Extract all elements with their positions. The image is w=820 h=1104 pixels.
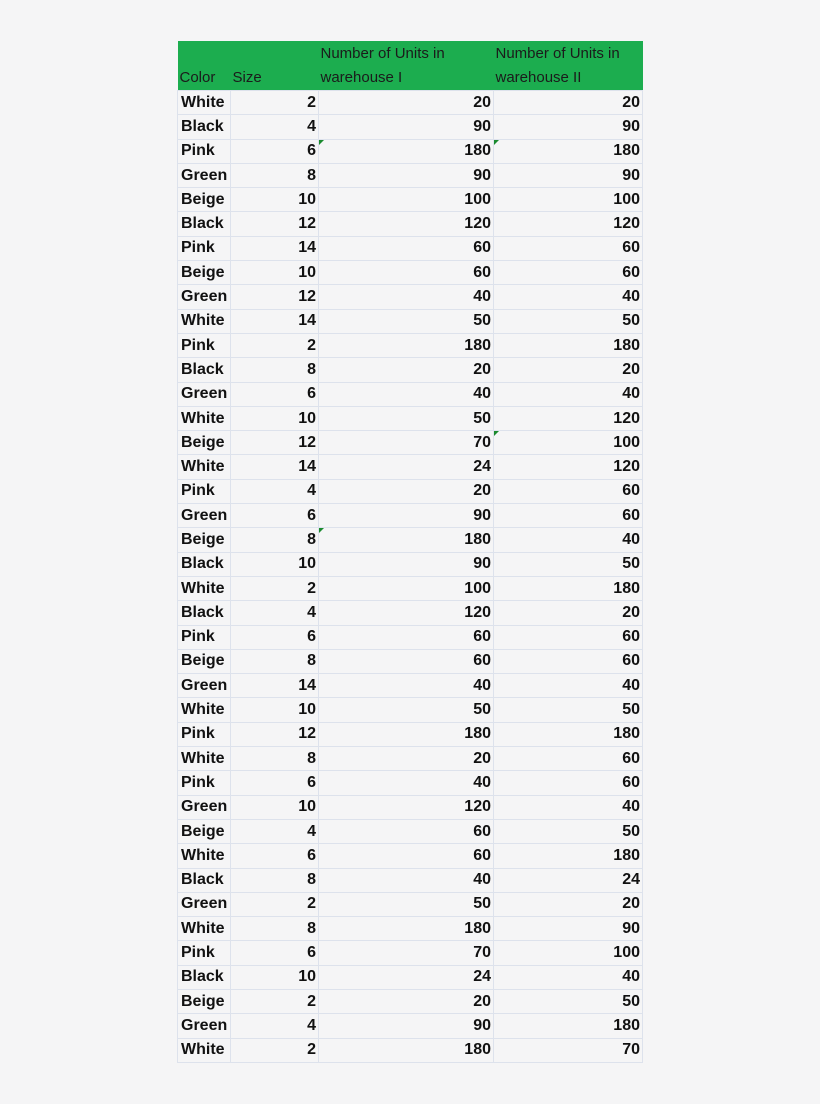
cell-size[interactable]: 4 xyxy=(231,1014,319,1038)
cell-warehouse-1[interactable]: 180 xyxy=(319,528,494,552)
cell-warehouse-2[interactable]: 120 xyxy=(494,406,643,430)
cell-color[interactable]: Pink xyxy=(178,771,231,795)
table-row xyxy=(178,528,643,552)
cell-warehouse-1[interactable]: 180 xyxy=(319,333,494,357)
cell-color[interactable]: White xyxy=(178,1038,231,1062)
table-row xyxy=(178,698,643,722)
cell-warehouse-2[interactable]: 100 xyxy=(494,188,643,212)
cell-warehouse-1[interactable]: 24 xyxy=(319,965,494,989)
cell-size[interactable]: 4 xyxy=(231,115,319,139)
cell-size[interactable]: 10 xyxy=(231,795,319,819)
cell-color[interactable]: Black xyxy=(178,601,231,625)
cell-size[interactable]: 2 xyxy=(231,576,319,600)
cell-size[interactable]: 2 xyxy=(231,892,319,916)
cell-warehouse-2[interactable]: 60 xyxy=(494,771,643,795)
cell-warehouse-2[interactable]: 180 xyxy=(494,844,643,868)
cell-warehouse-1[interactable]: 60 xyxy=(319,844,494,868)
cell-warehouse-1[interactable]: 120 xyxy=(319,795,494,819)
cell-warehouse-2[interactable]: 90 xyxy=(494,115,643,139)
cell-warehouse-1[interactable]: 20 xyxy=(319,91,494,115)
cell-warehouse-2[interactable]: 180 xyxy=(494,722,643,746)
cell-warehouse-2[interactable]: 40 xyxy=(494,795,643,819)
cell-size[interactable]: 4 xyxy=(231,601,319,625)
cell-warehouse-1[interactable]: 90 xyxy=(319,1014,494,1038)
table-row xyxy=(178,844,643,868)
table-row xyxy=(178,989,643,1013)
table-row xyxy=(178,236,643,260)
cell-color[interactable]: Green xyxy=(178,285,231,309)
cell-warehouse-2[interactable]: 50 xyxy=(494,698,643,722)
cell-color[interactable]: Green xyxy=(178,504,231,528)
cell-size[interactable]: 2 xyxy=(231,989,319,1013)
cell-warehouse-2[interactable]: 60 xyxy=(494,625,643,649)
table-row xyxy=(178,455,643,479)
cell-warehouse-2[interactable]: 40 xyxy=(494,965,643,989)
cell-color[interactable]: Green xyxy=(178,163,231,187)
cell-size[interactable]: 4 xyxy=(231,819,319,843)
cell-warehouse-2[interactable]: 20 xyxy=(494,601,643,625)
cell-warehouse-1[interactable]: 20 xyxy=(319,479,494,503)
cell-warehouse-2[interactable]: 90 xyxy=(494,163,643,187)
cell-warehouse-1[interactable]: 180 xyxy=(319,722,494,746)
cell-color[interactable]: Pink xyxy=(178,722,231,746)
inventory-table xyxy=(177,41,643,1063)
cell-warehouse-2[interactable]: 60 xyxy=(494,236,643,260)
cell-warehouse-1[interactable]: 60 xyxy=(319,649,494,673)
cell-color[interactable]: White xyxy=(178,91,231,115)
table-row xyxy=(178,431,643,455)
cell-warehouse-1[interactable]: 90 xyxy=(319,552,494,576)
cell-size[interactable]: 10 xyxy=(231,552,319,576)
cell-color[interactable]: Beige xyxy=(178,431,231,455)
cell-warehouse-1[interactable]: 40 xyxy=(319,285,494,309)
cell-size[interactable]: 14 xyxy=(231,236,319,260)
cell-warehouse-2[interactable]: 60 xyxy=(494,479,643,503)
table-row xyxy=(178,892,643,916)
cell-warehouse-1[interactable]: 60 xyxy=(319,261,494,285)
cell-warehouse-1[interactable]: 180 xyxy=(319,1038,494,1062)
cell-color[interactable]: Beige xyxy=(178,649,231,673)
table-row xyxy=(178,309,643,333)
cell-color[interactable]: White xyxy=(178,406,231,430)
cell-warehouse-2[interactable]: 50 xyxy=(494,989,643,1013)
table-row xyxy=(178,674,643,698)
cell-size[interactable]: 8 xyxy=(231,917,319,941)
cell-warehouse-2[interactable]: 60 xyxy=(494,747,643,771)
cell-warehouse-2[interactable]: 50 xyxy=(494,819,643,843)
cell-color[interactable]: Pink xyxy=(178,479,231,503)
cell-color[interactable]: White xyxy=(178,747,231,771)
cell-color[interactable]: Black xyxy=(178,212,231,236)
cell-warehouse-2[interactable]: 180 xyxy=(494,1014,643,1038)
cell-size[interactable]: 10 xyxy=(231,261,319,285)
table-row xyxy=(178,601,643,625)
table-row xyxy=(178,188,643,212)
cell-warehouse-1[interactable]: 50 xyxy=(319,309,494,333)
cell-warehouse-1[interactable]: 90 xyxy=(319,504,494,528)
cell-color[interactable]: White xyxy=(178,309,231,333)
cell-size[interactable]: 8 xyxy=(231,358,319,382)
table-row xyxy=(178,941,643,965)
header-row xyxy=(178,41,643,91)
cell-size[interactable]: 2 xyxy=(231,91,319,115)
cell-size[interactable]: 8 xyxy=(231,649,319,673)
table-row xyxy=(178,406,643,430)
cell-size[interactable]: 8 xyxy=(231,528,319,552)
cell-color[interactable]: Black xyxy=(178,965,231,989)
cell-warehouse-1[interactable]: 24 xyxy=(319,455,494,479)
cell-size[interactable]: 14 xyxy=(231,674,319,698)
cell-warehouse-2[interactable]: 60 xyxy=(494,649,643,673)
cell-warehouse-2[interactable]: 70 xyxy=(494,1038,643,1062)
cell-warehouse-2[interactable]: 100 xyxy=(494,941,643,965)
cell-size[interactable]: 6 xyxy=(231,625,319,649)
cell-size[interactable]: 6 xyxy=(231,941,319,965)
cell-warehouse-2[interactable]: 40 xyxy=(494,528,643,552)
table-row xyxy=(178,333,643,357)
table-row xyxy=(178,747,643,771)
cell-color[interactable]: Pink xyxy=(178,941,231,965)
cell-warehouse-1[interactable]: 50 xyxy=(319,698,494,722)
cell-warehouse-2[interactable]: 120 xyxy=(494,455,643,479)
cell-size[interactable]: 6 xyxy=(231,771,319,795)
cell-size[interactable]: 2 xyxy=(231,1038,319,1062)
cell-warehouse-1[interactable]: 70 xyxy=(319,941,494,965)
cell-color[interactable]: Beige xyxy=(178,989,231,1013)
header-warehouse-1[interactable]: Number of Units in warehouse I xyxy=(319,41,494,91)
cell-color[interactable]: Green xyxy=(178,795,231,819)
cell-warehouse-2[interactable]: 40 xyxy=(494,674,643,698)
cell-color[interactable]: Beige xyxy=(178,188,231,212)
table-row xyxy=(178,552,643,576)
cell-color[interactable]: Beige xyxy=(178,819,231,843)
cell-warehouse-1[interactable]: 40 xyxy=(319,868,494,892)
cell-warehouse-1[interactable]: 50 xyxy=(319,892,494,916)
cell-warehouse-1[interactable]: 100 xyxy=(319,576,494,600)
cell-warehouse-1[interactable]: 20 xyxy=(319,747,494,771)
table-row xyxy=(178,115,643,139)
cell-warehouse-1[interactable]: 120 xyxy=(319,601,494,625)
cell-size[interactable]: 6 xyxy=(231,382,319,406)
table-row xyxy=(178,722,643,746)
table-row xyxy=(178,261,643,285)
cell-warehouse-1[interactable]: 20 xyxy=(319,989,494,1013)
cell-warehouse-1[interactable]: 40 xyxy=(319,674,494,698)
cell-warehouse-1[interactable]: 60 xyxy=(319,819,494,843)
cell-color[interactable]: Black xyxy=(178,358,231,382)
cell-color[interactable]: Beige xyxy=(178,261,231,285)
table-row xyxy=(178,625,643,649)
cell-color[interactable]: Green xyxy=(178,892,231,916)
cell-color[interactable]: Green xyxy=(178,382,231,406)
cell-size[interactable]: 10 xyxy=(231,965,319,989)
cell-warehouse-2[interactable]: 40 xyxy=(494,382,643,406)
table-row xyxy=(178,819,643,843)
table-row xyxy=(178,358,643,382)
header-size[interactable]: Size xyxy=(231,41,319,91)
cell-warehouse-2[interactable]: 90 xyxy=(494,917,643,941)
cell-color[interactable]: White xyxy=(178,455,231,479)
cell-color[interactable]: Black xyxy=(178,115,231,139)
cell-color[interactable]: Black xyxy=(178,868,231,892)
cell-warehouse-1[interactable]: 60 xyxy=(319,625,494,649)
cell-warehouse-2[interactable]: 100 xyxy=(494,431,643,455)
table-row xyxy=(178,285,643,309)
cell-warehouse-2[interactable]: 180 xyxy=(494,333,643,357)
table-row xyxy=(178,965,643,989)
cell-warehouse-1[interactable]: 180 xyxy=(319,139,494,163)
cell-warehouse-1[interactable]: 50 xyxy=(319,406,494,430)
cell-warehouse-2[interactable]: 20 xyxy=(494,892,643,916)
cell-size[interactable]: 2 xyxy=(231,333,319,357)
table-row xyxy=(178,1014,643,1038)
cell-color[interactable]: Green xyxy=(178,674,231,698)
cell-warehouse-2[interactable]: 40 xyxy=(494,285,643,309)
cell-warehouse-1[interactable]: 20 xyxy=(319,358,494,382)
cell-color[interactable]: Pink xyxy=(178,625,231,649)
cell-warehouse-1[interactable]: 180 xyxy=(319,917,494,941)
table-row xyxy=(178,504,643,528)
cell-color[interactable]: Green xyxy=(178,1014,231,1038)
cell-color[interactable]: White xyxy=(178,844,231,868)
cell-warehouse-1[interactable]: 120 xyxy=(319,212,494,236)
cell-size[interactable]: 8 xyxy=(231,868,319,892)
cell-warehouse-2[interactable]: 20 xyxy=(494,358,643,382)
cell-warehouse-2[interactable]: 120 xyxy=(494,212,643,236)
cell-size[interactable]: 12 xyxy=(231,722,319,746)
cell-size[interactable]: 8 xyxy=(231,163,319,187)
table-row xyxy=(178,91,643,115)
cell-size[interactable]: 4 xyxy=(231,479,319,503)
table-row xyxy=(178,649,643,673)
cell-size[interactable]: 14 xyxy=(231,455,319,479)
cell-warehouse-1[interactable]: 90 xyxy=(319,163,494,187)
cell-color[interactable]: Pink xyxy=(178,236,231,260)
cell-size[interactable]: 6 xyxy=(231,844,319,868)
cell-warehouse-1[interactable]: 40 xyxy=(319,382,494,406)
cell-warehouse-1[interactable]: 100 xyxy=(319,188,494,212)
cell-color[interactable]: Pink xyxy=(178,139,231,163)
cell-warehouse-1[interactable]: 60 xyxy=(319,236,494,260)
table-row xyxy=(178,917,643,941)
cell-size[interactable]: 12 xyxy=(231,212,319,236)
cell-warehouse-2[interactable]: 24 xyxy=(494,868,643,892)
cell-warehouse-2[interactable]: 180 xyxy=(494,576,643,600)
cell-color[interactable]: White xyxy=(178,698,231,722)
cell-warehouse-2[interactable]: 50 xyxy=(494,552,643,576)
table-row xyxy=(178,795,643,819)
cell-size[interactable]: 6 xyxy=(231,504,319,528)
table-row xyxy=(178,212,643,236)
header-warehouse-2[interactable]: Number of Units in warehouse II xyxy=(494,41,643,91)
table-row xyxy=(178,479,643,503)
table-row xyxy=(178,868,643,892)
table-row xyxy=(178,771,643,795)
cell-warehouse-1[interactable]: 40 xyxy=(319,771,494,795)
cell-color[interactable]: Beige xyxy=(178,528,231,552)
cell-color[interactable]: Black xyxy=(178,552,231,576)
cell-size[interactable]: 12 xyxy=(231,285,319,309)
cell-warehouse-2[interactable]: 50 xyxy=(494,309,643,333)
cell-size[interactable]: 10 xyxy=(231,406,319,430)
table-body xyxy=(178,91,643,1063)
table-row xyxy=(178,163,643,187)
cell-color[interactable]: Pink xyxy=(178,333,231,357)
table-row xyxy=(178,1038,643,1062)
cell-warehouse-2[interactable]: 20 xyxy=(494,91,643,115)
cell-color[interactable]: White xyxy=(178,576,231,600)
cell-warehouse-1[interactable]: 70 xyxy=(319,431,494,455)
cell-warehouse-2[interactable]: 180 xyxy=(494,139,643,163)
cell-size[interactable]: 6 xyxy=(231,139,319,163)
table-row xyxy=(178,576,643,600)
cell-size[interactable]: 10 xyxy=(231,698,319,722)
cell-warehouse-2[interactable]: 60 xyxy=(494,504,643,528)
table-row xyxy=(178,382,643,406)
cell-size[interactable]: 10 xyxy=(231,188,319,212)
table-row xyxy=(178,139,643,163)
cell-size[interactable]: 14 xyxy=(231,309,319,333)
header-color[interactable]: Color xyxy=(178,41,231,91)
cell-warehouse-1[interactable]: 90 xyxy=(319,115,494,139)
cell-warehouse-2[interactable]: 60 xyxy=(494,261,643,285)
cell-color[interactable]: White xyxy=(178,917,231,941)
cell-size[interactable]: 12 xyxy=(231,431,319,455)
cell-size[interactable]: 8 xyxy=(231,747,319,771)
